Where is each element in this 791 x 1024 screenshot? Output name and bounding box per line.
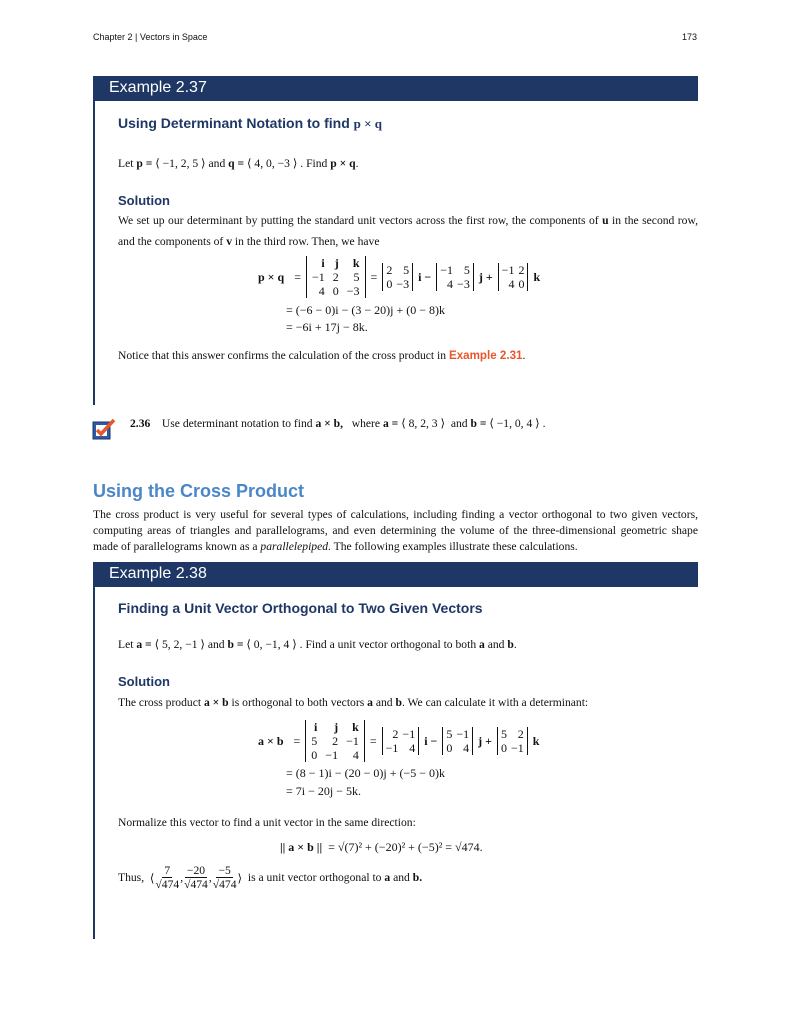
- notice-text: Notice that this answer confirms the calculation of the cross product in Example 2.31.: [118, 349, 526, 362]
- math-text: p × q: [258, 269, 285, 284]
- math-text: k: [533, 269, 541, 284]
- checkpoint-icon: [92, 418, 116, 440]
- matrix-cell: 4: [508, 277, 515, 291]
- page-number: 173: [682, 32, 698, 42]
- math-text: k: [532, 733, 540, 748]
- matrix-cell: 4: [409, 741, 416, 755]
- matrix-cell: 0: [332, 284, 339, 298]
- matrix-cell: 2: [518, 263, 525, 277]
- expansion-line: = (8 − 1)i − (20 − 0)j + (−5 − 0)k: [286, 766, 446, 780]
- result-line: = −6i + 17j − 8k.: [286, 320, 368, 334]
- matrix-cell: 2: [332, 734, 339, 748]
- example-border: [93, 100, 95, 405]
- math-text: i −: [418, 269, 432, 284]
- matrix-cell: 5: [463, 263, 470, 277]
- matrix-cell: k: [352, 720, 359, 734]
- determinant: [382, 727, 420, 755]
- matrix-cell: −1: [456, 727, 470, 741]
- matrix-cell: j: [334, 720, 339, 734]
- matrix-cell: 2: [332, 270, 339, 284]
- matrix-cell: 0: [446, 741, 453, 755]
- math-text: =: [294, 269, 301, 284]
- math-text: =: [293, 733, 301, 748]
- matrix-cell: j: [334, 256, 339, 270]
- exercise-2-36: 2.36 Use determinant notation to find a × b, where a = ⟨ 8, 2, 3 ⟩ and b = ⟨ −1, 0, 4 ⟩ .: [130, 417, 546, 430]
- result-line: = 7i − 20j − 5k.: [286, 784, 361, 798]
- fraction: $\frac{7}{√474}$: [155, 864, 180, 891]
- section-text: The cross product is very useful for several types of calculations, including finding a vector orthogonal to two given vectors, computing areas of triangles and parallelograms, and even determining the volume of the three-dimensional geometric shape made of parallelograms known as a parallelepiped. The following examples illustrate these calculations.: [93, 508, 698, 553]
- matrix-cell: −1: [311, 270, 325, 284]
- matrix-cell: 2: [386, 263, 393, 277]
- matrix-cell: 4: [463, 741, 470, 755]
- math-text: a × b: [258, 733, 284, 748]
- determinant-equation: [256, 256, 542, 298]
- matrix-cell: i: [321, 256, 325, 270]
- expansion-line: = (−6 − 0)i − (3 − 20)j + (0 − 8)k: [286, 303, 446, 317]
- determinant: [497, 727, 528, 755]
- math-text: =: [370, 269, 378, 284]
- matrix-cell: −3: [457, 277, 470, 291]
- example-subtitle: Finding a Unit Vector Orthogonal to Two Given Vectors: [118, 600, 483, 616]
- problem-statement: Let p = ⟨ −1, 2, 5 ⟩ and q = ⟨ 4, 0, −3 ⟩ . Find p × q.: [118, 157, 359, 170]
- matrix-cell: 0: [386, 277, 393, 291]
- fraction: $\frac{-20}{√474}$: [184, 864, 208, 891]
- matrix-cell: 4: [352, 748, 359, 762]
- matrix-cell: 2: [392, 727, 399, 741]
- matrix-cell: −1: [346, 734, 359, 748]
- matrix-cell: 5: [446, 727, 453, 741]
- matrix-cell: −1: [325, 748, 339, 762]
- determinant: [442, 727, 473, 755]
- matrix-cell: 5: [311, 734, 318, 748]
- solution-text: We set up our determinant by putting the standard unit vectors across the first row, the components of u in the second row, and the components of v in the third row. Then, we have: [118, 214, 698, 248]
- unit-vector-result: Thus, ⟨ $\frac{7}{√474}$ , $\frac{-20}{√474}$ , $\frac{-5}{√474}$ ⟩ is a unit vector orthogonal to a and b.: [118, 864, 423, 891]
- normalize-text: Normalize this vector to find a unit vector in the same direction:: [118, 816, 416, 829]
- matrix-cell: 0: [518, 277, 525, 291]
- section-title: Using the Cross Product: [93, 481, 305, 501]
- norm-equation: || a × b || = √(7)² + (−20)² + (−5)² = √474.: [280, 840, 483, 854]
- math-text: j +: [478, 269, 493, 284]
- example-subtitle: Using Determinant Notation to find p × q: [118, 115, 383, 131]
- matrix-cell: −1: [511, 741, 524, 755]
- determinant-equation: [256, 720, 541, 762]
- matrix-cell: −1: [402, 727, 416, 741]
- chapter-header: Chapter 2 | Vectors in Space: [93, 32, 208, 42]
- matrix-cell: 0: [311, 748, 318, 762]
- solution-label: Solution: [118, 674, 170, 689]
- example-2-38-title: Example 2.38: [93, 562, 698, 587]
- matrix-cell: −1: [501, 263, 515, 277]
- matrix-cell: 2: [517, 727, 524, 741]
- matrix-cell: −3: [396, 277, 410, 291]
- math-text: i −: [424, 733, 438, 748]
- problem-statement: Let a = ⟨ 5, 2, −1 ⟩ and b = ⟨ 0, −1, 4 ⟩ . Find a unit vector orthogonal to both a and b.: [118, 638, 517, 651]
- matrix-cell: 5: [501, 727, 507, 741]
- math-text: =: [369, 733, 377, 748]
- matrix-cell: 5: [353, 270, 360, 284]
- matrix-cell: −1: [440, 263, 454, 277]
- matrix-cell: 5: [403, 263, 410, 277]
- matrix-cell: 4: [447, 277, 454, 291]
- math-text: j +: [478, 733, 492, 748]
- example-2-31-link[interactable]: Example 2.31: [448, 349, 523, 362]
- solution-text: The cross product a × b is orthogonal to both vectors a and b. We can calculate it with a determinant:: [118, 696, 589, 709]
- matrix-cell: −1: [385, 741, 399, 755]
- determinant: [306, 256, 366, 298]
- matrix-cell: i: [313, 720, 318, 734]
- matrix-cell: 0: [501, 741, 507, 755]
- fraction: $\frac{-5}{√474}$: [212, 864, 237, 891]
- matrix-cell: −3: [346, 284, 360, 298]
- example-2-37-title: Example 2.37: [93, 76, 698, 101]
- determinant: [305, 720, 365, 762]
- matrix-cell: 4: [318, 284, 325, 298]
- determinant: [436, 263, 474, 291]
- determinant: [498, 263, 529, 291]
- solution-label: Solution: [118, 193, 170, 208]
- example-border: [93, 587, 95, 939]
- determinant: [382, 263, 413, 291]
- matrix-cell: k: [352, 256, 360, 270]
